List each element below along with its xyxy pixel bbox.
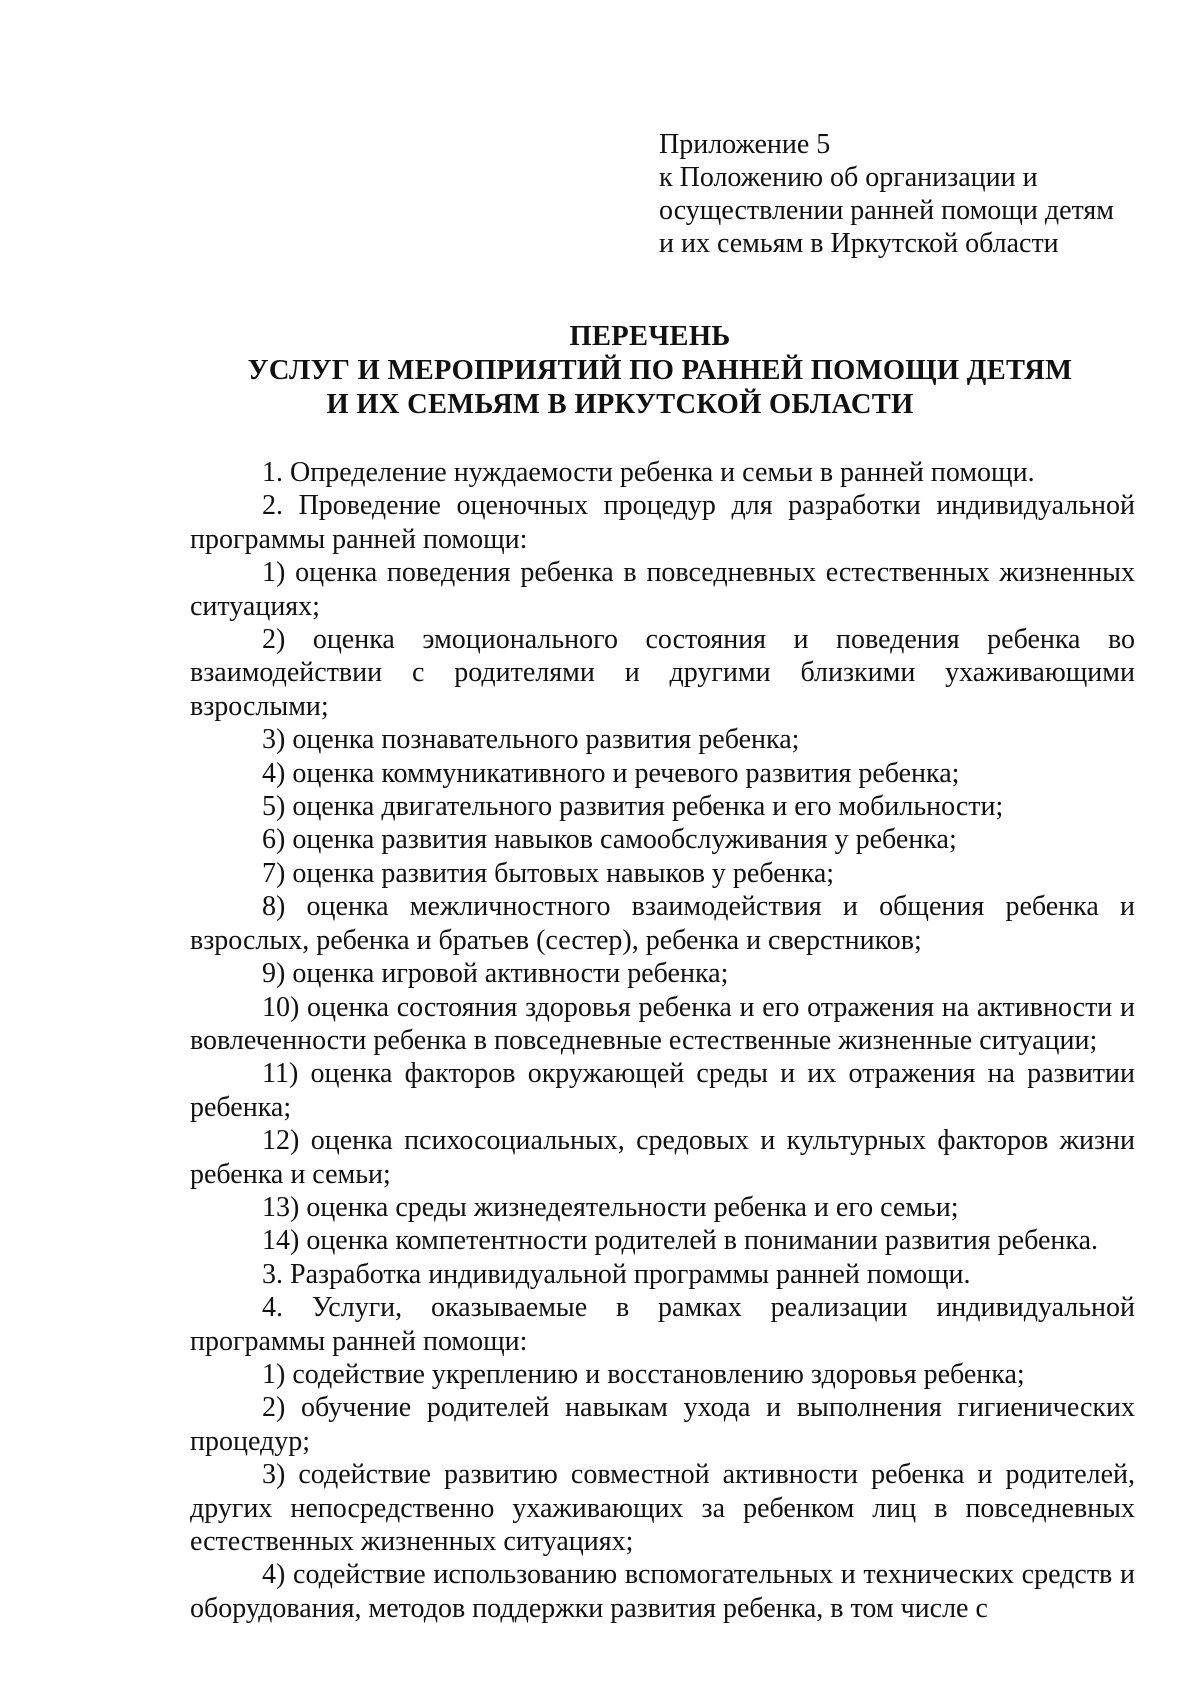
- paragraph: 10) оценка состояния здоровья ребенка и его отражения на активности и вовлеченности ребенка в повседневные естественные жизненные ситуации;: [190, 991, 1135, 1056]
- paragraph: 3. Разработка индивидуальной программы ранней помощи.: [262, 1258, 971, 1290]
- paragraph: 3) содействие развитию совместной активности ребенка и родителей, других непосредственно ухаживающих за ребенком лиц в повседневных естественных жизненных ситуациях;: [190, 1459, 1135, 1557]
- appendix-line: осуществлении ранней помощи детям: [659, 195, 1114, 226]
- paragraph: 4) оценка коммуникативного и речевого развития ребенка;: [262, 757, 960, 789]
- paragraph: 2. Проведение оценочных процедур для разработки индивидуальной программы ранней помощи:: [190, 490, 1135, 555]
- paragraph: 1. Определение нуждаемости ребенка и семьи в ранней помощи.: [262, 457, 1035, 488]
- paragraph: 4. Услуги, оказываемые в рамках реализации индивидуальной программы ранней помощи:: [190, 1292, 1135, 1357]
- paragraph: 9) оценка игровой активности ребенка;: [262, 958, 729, 990]
- paragraph: 13) оценка среды жизнедеятельности ребенка и его семьи;: [262, 1191, 959, 1223]
- paragraph: 11) оценка факторов окружающей среды и их отражения на развитии ребенка;: [190, 1058, 1135, 1123]
- document-title: [190, 320, 1130, 422]
- paragraph: 8) оценка межличностного взаимодействия и общения ребенка и взрослых, ребенка и братьев (сестер), ребенка и сверстников;: [190, 891, 1135, 956]
- paragraph: 1) содействие укреплению и восстановлению здоровья ребенка;: [262, 1358, 1025, 1390]
- paragraph: 14) оценка компетентности родителей в понимании развития ребенка.: [262, 1225, 1098, 1257]
- appendix-note: [659, 128, 1114, 260]
- paragraph: 4) содействие использованию вспомогательных и технических средств и оборудования, методов поддержки развития ребенка, в том числе с: [190, 1559, 1135, 1624]
- paragraph: 3) оценка познавательного развития ребенка;: [262, 724, 800, 756]
- paragraph: 6) оценка развития навыков самообслуживания у ребенка;: [262, 824, 957, 856]
- appendix-line: Приложение 5: [659, 129, 831, 160]
- title-line: УСЛУГ И МЕРОПРИЯТИЙ ПО РАННЕЙ ПОМОЩИ ДЕТЯМ: [247, 355, 1073, 386]
- appendix-line: к Положению об организации и: [659, 162, 1038, 193]
- paragraph: 1) оценка поведения ребенка в повседневных естественных жизненных ситуациях;: [190, 557, 1135, 622]
- paragraph: 2) оценка эмоционального состояния и поведения ребенка во взаимодействии с родителями и другими близкими ухаживающими взрослыми;: [190, 624, 1135, 722]
- paragraph: 12) оценка психосоциальных, средовых и культурных факторов жизни ребенка и семьи;: [190, 1125, 1135, 1190]
- document-body: [190, 456, 1135, 1625]
- appendix-line: и их семьям в Иркутской области: [659, 228, 1059, 259]
- paragraph: 7) оценка развития бытовых навыков у ребенка;: [262, 857, 835, 889]
- paragraph: 5) оценка двигательного развития ребенка и его мобильности;: [262, 791, 1004, 823]
- paragraph: 2) обучение родителей навыкам ухода и выполнения гигиенических процедур;: [190, 1392, 1135, 1457]
- title-line: И ИХ СЕМЬЯМ В ИРКУТСКОЙ ОБЛАСТИ: [326, 389, 914, 420]
- title-line: ПЕРЕЧЕНЬ: [569, 321, 731, 352]
